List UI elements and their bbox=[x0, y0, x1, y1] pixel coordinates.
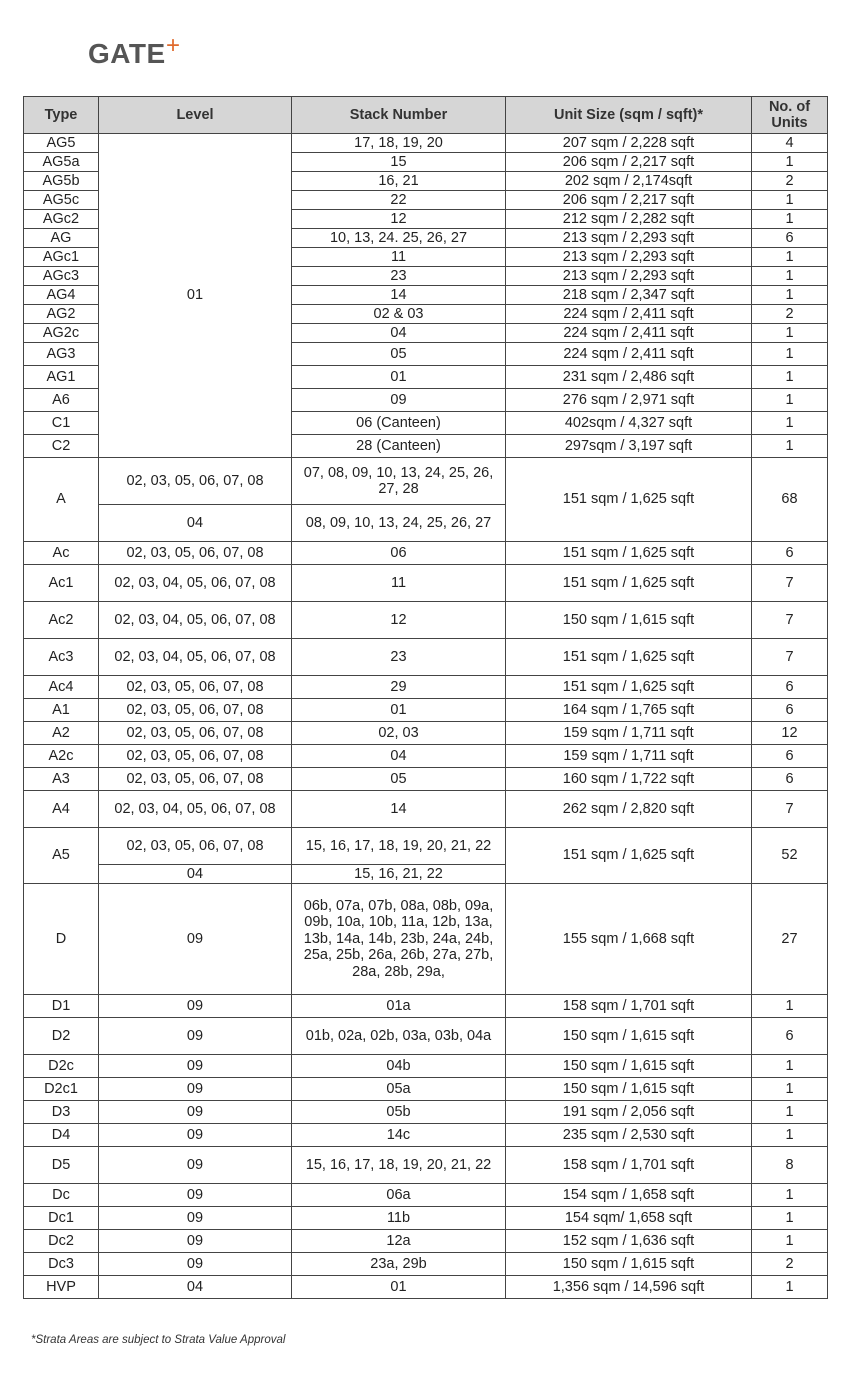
cell-size: 213 sqm / 2,293 sqft bbox=[506, 267, 752, 286]
cell-size: 151 sqm / 1,625 sqft bbox=[506, 458, 752, 542]
cell-level: 02, 03, 05, 06, 07, 08 bbox=[99, 458, 292, 505]
table-row bbox=[24, 768, 828, 791]
cell-stack: 10, 13, 24. 25, 26, 27 bbox=[292, 229, 506, 248]
table-row bbox=[24, 542, 828, 565]
cell-size: 276 sqm / 2,971 sqft bbox=[506, 389, 752, 412]
header-stack-number: Stack Number bbox=[292, 97, 506, 134]
cell-stack: 15, 16, 17, 18, 19, 20, 21, 22 bbox=[292, 828, 506, 865]
cell-stack: 01 bbox=[292, 1276, 506, 1299]
table-row bbox=[24, 565, 828, 602]
cell-stack: 05 bbox=[292, 343, 506, 366]
cell-size: 213 sqm / 2,293 sqft bbox=[506, 248, 752, 267]
cell-stack: 07, 08, 09, 10, 13, 24, 25, 26, 27, 28 bbox=[292, 458, 506, 505]
cell-stack: 02, 03 bbox=[292, 722, 506, 745]
cell-level: 09 bbox=[99, 1207, 292, 1230]
cell-type: D bbox=[24, 884, 99, 995]
cell-type: AGc2 bbox=[24, 210, 99, 229]
cell-size: 206 sqm / 2,217 sqft bbox=[506, 191, 752, 210]
cell-units: 1 bbox=[752, 995, 828, 1018]
cell-stack: 28 (Canteen) bbox=[292, 435, 506, 458]
cell-type: A1 bbox=[24, 699, 99, 722]
table-row bbox=[24, 1101, 828, 1124]
cell-units: 1 bbox=[752, 1078, 828, 1101]
cell-units: 1 bbox=[752, 1276, 828, 1299]
cell-size: 151 sqm / 1,625 sqft bbox=[506, 542, 752, 565]
cell-type: HVP bbox=[24, 1276, 99, 1299]
cell-type: C1 bbox=[24, 412, 99, 435]
header-unit-size: Unit Size (sqm / sqft)* bbox=[506, 97, 752, 134]
cell-units: 1 bbox=[752, 343, 828, 366]
cell-units: 1 bbox=[752, 153, 828, 172]
cell-size: 158 sqm / 1,701 sqft bbox=[506, 1147, 752, 1184]
table-row bbox=[24, 791, 828, 828]
cell-type: Dc1 bbox=[24, 1207, 99, 1230]
cell-type: A2 bbox=[24, 722, 99, 745]
cell-type: A3 bbox=[24, 768, 99, 791]
cell-level: 09 bbox=[99, 884, 292, 995]
cell-type: D4 bbox=[24, 1124, 99, 1147]
cell-type: AG2 bbox=[24, 305, 99, 324]
cell-stack: 17, 18, 19, 20 bbox=[292, 134, 506, 153]
cell-stack: 15, 16, 21, 22 bbox=[292, 865, 506, 884]
cell-size: 151 sqm / 1,625 sqft bbox=[506, 828, 752, 884]
cell-units: 7 bbox=[752, 565, 828, 602]
cell-units: 6 bbox=[752, 676, 828, 699]
table-row bbox=[24, 458, 828, 505]
cell-units: 6 bbox=[752, 1018, 828, 1055]
cell-units: 27 bbox=[752, 884, 828, 995]
cell-stack: 11 bbox=[292, 565, 506, 602]
cell-size: 151 sqm / 1,625 sqft bbox=[506, 676, 752, 699]
cell-size: 224 sqm / 2,411 sqft bbox=[506, 343, 752, 366]
cell-units: 1 bbox=[752, 412, 828, 435]
cell-stack: 06 (Canteen) bbox=[292, 412, 506, 435]
cell-stack: 29 bbox=[292, 676, 506, 699]
cell-units: 1 bbox=[752, 1101, 828, 1124]
cell-level: 09 bbox=[99, 1055, 292, 1078]
cell-units: 2 bbox=[752, 305, 828, 324]
cell-units: 1 bbox=[752, 248, 828, 267]
cell-size: 207 sqm / 2,228 sqft bbox=[506, 134, 752, 153]
cell-size: 158 sqm / 1,701 sqft bbox=[506, 995, 752, 1018]
cell-level: 09 bbox=[99, 1230, 292, 1253]
cell-size: 160 sqm / 1,722 sqft bbox=[506, 768, 752, 791]
cell-level: 01 bbox=[99, 134, 292, 458]
cell-stack: 11 bbox=[292, 248, 506, 267]
footnote: *Strata Areas are subject to Strata Value Approval bbox=[31, 1334, 286, 1346]
cell-level: 09 bbox=[99, 995, 292, 1018]
cell-type: D1 bbox=[24, 995, 99, 1018]
cell-stack: 05 bbox=[292, 768, 506, 791]
cell-stack: 14c bbox=[292, 1124, 506, 1147]
cell-stack: 05b bbox=[292, 1101, 506, 1124]
cell-size: 1,356 sqm / 14,596 sqft bbox=[506, 1276, 752, 1299]
table-row bbox=[24, 134, 828, 153]
table-row bbox=[24, 1230, 828, 1253]
cell-size: 402sqm / 4,327 sqft bbox=[506, 412, 752, 435]
cell-units: 12 bbox=[752, 722, 828, 745]
cell-type: D3 bbox=[24, 1101, 99, 1124]
header-type: Type bbox=[24, 97, 99, 134]
cell-units: 6 bbox=[752, 699, 828, 722]
cell-level: 04 bbox=[99, 865, 292, 884]
cell-type: A2c bbox=[24, 745, 99, 768]
cell-type: D2 bbox=[24, 1018, 99, 1055]
cell-type: Ac bbox=[24, 542, 99, 565]
header-level: Level bbox=[99, 97, 292, 134]
cell-size: 154 sqm/ 1,658 sqft bbox=[506, 1207, 752, 1230]
cell-size: 150 sqm / 1,615 sqft bbox=[506, 1055, 752, 1078]
cell-type: D2c1 bbox=[24, 1078, 99, 1101]
cell-stack: 15, 16, 17, 18, 19, 20, 21, 22 bbox=[292, 1147, 506, 1184]
table-row bbox=[24, 1207, 828, 1230]
cell-units: 1 bbox=[752, 1207, 828, 1230]
cell-stack: 09 bbox=[292, 389, 506, 412]
header-no-of-units: No. of Units bbox=[752, 97, 828, 134]
cell-level: 02, 03, 05, 06, 07, 08 bbox=[99, 676, 292, 699]
cell-size: 159 sqm / 1,711 sqft bbox=[506, 722, 752, 745]
cell-units: 1 bbox=[752, 1055, 828, 1078]
cell-size: 202 sqm / 2,174sqft bbox=[506, 172, 752, 191]
cell-units: 1 bbox=[752, 389, 828, 412]
unit-schedule-table bbox=[23, 96, 828, 1299]
cell-size: 164 sqm / 1,765 sqft bbox=[506, 699, 752, 722]
cell-type: AGc1 bbox=[24, 248, 99, 267]
cell-type: AG4 bbox=[24, 286, 99, 305]
cell-type: C2 bbox=[24, 435, 99, 458]
table-row bbox=[24, 1147, 828, 1184]
cell-units: 1 bbox=[752, 435, 828, 458]
cell-type: D5 bbox=[24, 1147, 99, 1184]
cell-type: Dc bbox=[24, 1184, 99, 1207]
cell-type: A6 bbox=[24, 389, 99, 412]
cell-level: 04 bbox=[99, 1276, 292, 1299]
cell-level: 09 bbox=[99, 1124, 292, 1147]
cell-size: 159 sqm / 1,711 sqft bbox=[506, 745, 752, 768]
cell-size: 224 sqm / 2,411 sqft bbox=[506, 324, 752, 343]
cell-size: 150 sqm / 1,615 sqft bbox=[506, 602, 752, 639]
table-row bbox=[24, 1055, 828, 1078]
cell-units: 1 bbox=[752, 1124, 828, 1147]
cell-units: 1 bbox=[752, 286, 828, 305]
cell-size: 155 sqm / 1,668 sqft bbox=[506, 884, 752, 995]
cell-type: AG1 bbox=[24, 366, 99, 389]
cell-stack: 14 bbox=[292, 286, 506, 305]
cell-stack: 06 bbox=[292, 542, 506, 565]
table-row bbox=[24, 1184, 828, 1207]
cell-units: 2 bbox=[752, 172, 828, 191]
cell-level: 04 bbox=[99, 505, 292, 542]
cell-stack: 08, 09, 10, 13, 24, 25, 26, 27 bbox=[292, 505, 506, 542]
cell-level: 02, 03, 05, 06, 07, 08 bbox=[99, 745, 292, 768]
table-row bbox=[24, 884, 828, 995]
cell-type: D2c bbox=[24, 1055, 99, 1078]
cell-type: AG2c bbox=[24, 324, 99, 343]
cell-size: 154 sqm / 1,658 sqft bbox=[506, 1184, 752, 1207]
cell-type: AG3 bbox=[24, 343, 99, 366]
cell-units: 6 bbox=[752, 745, 828, 768]
cell-type: A5 bbox=[24, 828, 99, 884]
cell-stack: 04b bbox=[292, 1055, 506, 1078]
table-row bbox=[24, 828, 828, 865]
cell-size: 206 sqm / 2,217 sqft bbox=[506, 153, 752, 172]
cell-stack: 23a, 29b bbox=[292, 1253, 506, 1276]
cell-stack: 04 bbox=[292, 324, 506, 343]
cell-level: 09 bbox=[99, 1101, 292, 1124]
cell-units: 2 bbox=[752, 1253, 828, 1276]
cell-type: AG bbox=[24, 229, 99, 248]
cell-level: 02, 03, 05, 06, 07, 08 bbox=[99, 722, 292, 745]
cell-stack: 01a bbox=[292, 995, 506, 1018]
table-row bbox=[24, 1018, 828, 1055]
cell-size: 231 sqm / 2,486 sqft bbox=[506, 366, 752, 389]
cell-type: Ac4 bbox=[24, 676, 99, 699]
cell-stack: 23 bbox=[292, 267, 506, 286]
cell-level: 02, 03, 05, 06, 07, 08 bbox=[99, 828, 292, 865]
cell-level: 09 bbox=[99, 1018, 292, 1055]
table-row bbox=[24, 1276, 828, 1299]
cell-units: 6 bbox=[752, 768, 828, 791]
cell-units: 6 bbox=[752, 542, 828, 565]
cell-stack: 06a bbox=[292, 1184, 506, 1207]
cell-stack: 16, 21 bbox=[292, 172, 506, 191]
cell-units: 7 bbox=[752, 602, 828, 639]
cell-stack: 14 bbox=[292, 791, 506, 828]
cell-type: AG5b bbox=[24, 172, 99, 191]
table-row bbox=[24, 639, 828, 676]
gate-logo bbox=[88, 32, 181, 70]
cell-type: AG5c bbox=[24, 191, 99, 210]
cell-type: Ac3 bbox=[24, 639, 99, 676]
cell-units: 1 bbox=[752, 1184, 828, 1207]
cell-units: 7 bbox=[752, 639, 828, 676]
cell-type: AG5 bbox=[24, 134, 99, 153]
cell-level: 02, 03, 04, 05, 06, 07, 08 bbox=[99, 639, 292, 676]
cell-size: 212 sqm / 2,282 sqft bbox=[506, 210, 752, 229]
cell-type: Ac1 bbox=[24, 565, 99, 602]
table-row bbox=[24, 1124, 828, 1147]
cell-stack: 01b, 02a, 02b, 03a, 03b, 04a bbox=[292, 1018, 506, 1055]
cell-units: 1 bbox=[752, 1230, 828, 1253]
table-row bbox=[24, 745, 828, 768]
cell-stack: 04 bbox=[292, 745, 506, 768]
cell-units: 1 bbox=[752, 191, 828, 210]
table-row bbox=[24, 699, 828, 722]
cell-size: 218 sqm / 2,347 sqft bbox=[506, 286, 752, 305]
cell-size: 224 sqm / 2,411 sqft bbox=[506, 305, 752, 324]
cell-size: 152 sqm / 1,636 sqft bbox=[506, 1230, 752, 1253]
table-row bbox=[24, 676, 828, 699]
cell-size: 150 sqm / 1,615 sqft bbox=[506, 1253, 752, 1276]
table-row bbox=[24, 1078, 828, 1101]
cell-level: 09 bbox=[99, 1078, 292, 1101]
cell-level: 02, 03, 04, 05, 06, 07, 08 bbox=[99, 602, 292, 639]
cell-stack: 01 bbox=[292, 366, 506, 389]
cell-units: 68 bbox=[752, 458, 828, 542]
cell-size: 213 sqm / 2,293 sqft bbox=[506, 229, 752, 248]
cell-units: 52 bbox=[752, 828, 828, 884]
cell-size: 262 sqm / 2,820 sqft bbox=[506, 791, 752, 828]
cell-type: Dc2 bbox=[24, 1230, 99, 1253]
cell-units: 6 bbox=[752, 229, 828, 248]
cell-level: 09 bbox=[99, 1184, 292, 1207]
table-row bbox=[24, 602, 828, 639]
cell-units: 1 bbox=[752, 366, 828, 389]
cell-stack: 01 bbox=[292, 699, 506, 722]
cell-level: 02, 03, 04, 05, 06, 07, 08 bbox=[99, 565, 292, 602]
cell-level: 02, 03, 05, 06, 07, 08 bbox=[99, 768, 292, 791]
cell-size: 297sqm / 3,197 sqft bbox=[506, 435, 752, 458]
cell-size: 235 sqm / 2,530 sqft bbox=[506, 1124, 752, 1147]
cell-type: A bbox=[24, 458, 99, 542]
cell-stack: 05a bbox=[292, 1078, 506, 1101]
cell-level: 02, 03, 04, 05, 06, 07, 08 bbox=[99, 791, 292, 828]
cell-type: A4 bbox=[24, 791, 99, 828]
cell-stack: 15 bbox=[292, 153, 506, 172]
table-row bbox=[24, 1253, 828, 1276]
cell-stack: 12a bbox=[292, 1230, 506, 1253]
cell-size: 150 sqm / 1,615 sqft bbox=[506, 1018, 752, 1055]
cell-stack: 02 & 03 bbox=[292, 305, 506, 324]
cell-type: Ac2 bbox=[24, 602, 99, 639]
cell-type: AGc3 bbox=[24, 267, 99, 286]
cell-units: 7 bbox=[752, 791, 828, 828]
cell-units: 1 bbox=[752, 210, 828, 229]
cell-units: 8 bbox=[752, 1147, 828, 1184]
cell-size: 151 sqm / 1,625 sqft bbox=[506, 565, 752, 602]
table-row bbox=[24, 722, 828, 745]
cell-units: 4 bbox=[752, 134, 828, 153]
cell-level: 09 bbox=[99, 1253, 292, 1276]
cell-units: 1 bbox=[752, 267, 828, 286]
table-row bbox=[24, 995, 828, 1018]
plus-icon: + bbox=[166, 32, 181, 59]
cell-units: 1 bbox=[752, 324, 828, 343]
cell-type: Dc3 bbox=[24, 1253, 99, 1276]
cell-stack: 11b bbox=[292, 1207, 506, 1230]
cell-size: 151 sqm / 1,625 sqft bbox=[506, 639, 752, 676]
cell-level: 02, 03, 05, 06, 07, 08 bbox=[99, 542, 292, 565]
cell-size: 150 sqm / 1,615 sqft bbox=[506, 1078, 752, 1101]
brand-name: GATE bbox=[88, 38, 166, 69]
cell-stack: 12 bbox=[292, 602, 506, 639]
table-header-row bbox=[24, 97, 828, 134]
cell-level: 09 bbox=[99, 1147, 292, 1184]
cell-stack: 12 bbox=[292, 210, 506, 229]
cell-size: 191 sqm / 2,056 sqft bbox=[506, 1101, 752, 1124]
cell-type: AG5a bbox=[24, 153, 99, 172]
cell-stack: 06b, 07a, 07b, 08a, 08b, 09a, 09b, 10a, 10b, 11a, 12b, 13a, 13b, 14a, 14b, 23b, 24a, 24b, 25a, 25b, 26a, 26b, 27a, 27b, 28a, 28b, 29a, bbox=[292, 884, 506, 995]
cell-stack: 22 bbox=[292, 191, 506, 210]
cell-level: 02, 03, 05, 06, 07, 08 bbox=[99, 699, 292, 722]
cell-stack: 23 bbox=[292, 639, 506, 676]
